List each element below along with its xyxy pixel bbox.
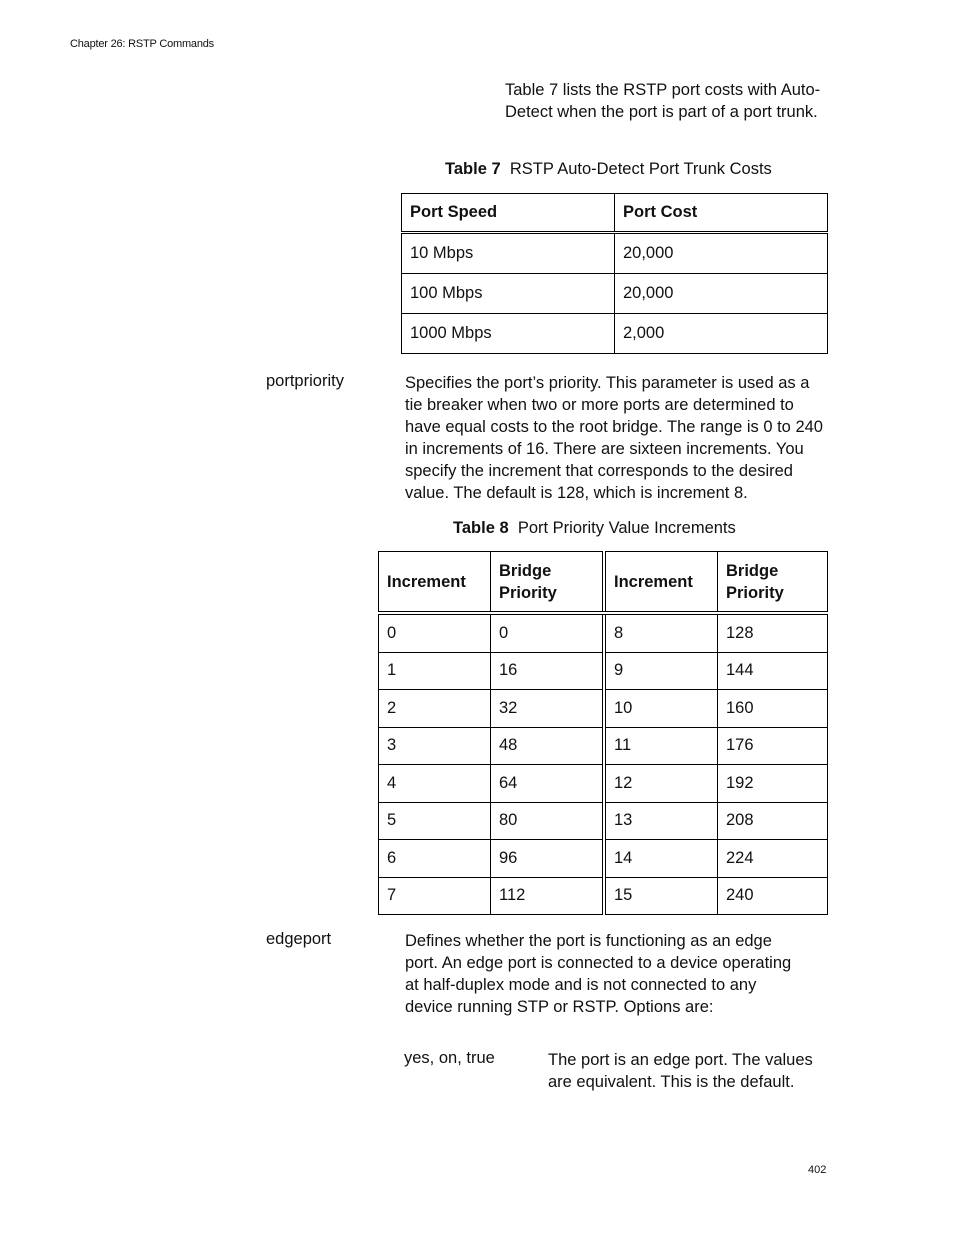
table-row — [379, 727, 828, 765]
table-cell: 3 — [379, 727, 491, 765]
table-cell: 2 — [379, 690, 491, 728]
table-cell: 12 — [604, 765, 718, 803]
table-cell: 0 — [379, 613, 491, 652]
column-header: Bridge Priority — [491, 552, 605, 614]
table-cell: 1 — [379, 652, 491, 690]
table-cell: 32 — [491, 690, 605, 728]
table-cell: 9 — [604, 652, 718, 690]
table-cell: 14 — [604, 840, 718, 878]
table-cell: 48 — [491, 727, 605, 765]
table7-caption-title: RSTP Auto-Detect Port Trunk Costs — [509, 160, 772, 178]
table-cell: 2,000 — [615, 314, 828, 354]
table-cell: 224 — [718, 840, 828, 878]
table-cell: 4 — [379, 765, 491, 803]
table-row — [379, 765, 828, 803]
column-header: Increment — [379, 552, 491, 614]
page-number: 402 — [808, 1164, 827, 1176]
table-row — [379, 652, 828, 690]
column-header: Port Cost — [615, 194, 828, 233]
table-row — [379, 802, 828, 840]
table-row — [379, 877, 828, 915]
table-header-row — [379, 552, 828, 614]
table-row — [379, 613, 828, 652]
table-cell: 64 — [491, 765, 605, 803]
table-cell: 128 — [718, 613, 828, 652]
table7-caption-label: Table 7 — [445, 160, 501, 178]
intro-paragraph: Table 7 lists the RSTP port costs with Auto-Detect when the port is part of a port trunk. — [505, 81, 821, 121]
table-cell: 6 — [379, 840, 491, 878]
param-description-portpriority: Specifies the port’s priority. This parameter is used as a tie breaker when two or more ports are determined to have equal costs to the root bridge. The range is 0 to 240 in increments of 16. There are sixteen increments. You specify the increment that corresponds to the desired value. The default is 128, which is increment 8. — [405, 374, 823, 502]
table-cell: 7 — [379, 877, 491, 915]
table-cell: 11 — [604, 727, 718, 765]
table-cell: 5 — [379, 802, 491, 840]
table-cell: 80 — [491, 802, 605, 840]
column-header: Increment — [604, 552, 718, 614]
chapter-header: Chapter 26: RSTP Commands — [70, 38, 214, 50]
table-cell: 112 — [491, 877, 605, 915]
table-cell: 1000 Mbps — [402, 314, 615, 354]
table-cell: 20,000 — [615, 274, 828, 314]
table-row — [402, 233, 828, 274]
table-cell: 20,000 — [615, 233, 828, 274]
param-description-edgeport: Defines whether the port is functioning as an edge port. An edge port is connected to a device operating at half-duplex mode and is not connected to any device running STP or RSTP. Options are: — [405, 932, 792, 1016]
table-cell: 144 — [718, 652, 828, 690]
port-priority-increments-table — [378, 551, 828, 915]
table-cell: 16 — [491, 652, 605, 690]
port-trunk-costs-table — [401, 193, 828, 354]
table-cell: 13 — [604, 802, 718, 840]
option-description: The port is an edge port. The values are equivalent. This is the default. — [548, 1051, 813, 1091]
table-cell: 208 — [718, 802, 828, 840]
column-header: Port Speed — [402, 194, 615, 233]
table7-caption — [445, 160, 772, 179]
table-row — [402, 274, 828, 314]
table-row — [379, 840, 828, 878]
table-cell: 0 — [491, 613, 605, 652]
table8-caption — [453, 519, 736, 538]
table-cell: 10 Mbps — [402, 233, 615, 274]
table-cell: 240 — [718, 877, 828, 915]
table-row — [402, 314, 828, 354]
table8-caption-title: Port Priority Value Increments — [517, 519, 736, 537]
table-cell: 100 Mbps — [402, 274, 615, 314]
param-name-portpriority: portpriority — [266, 372, 344, 390]
table-cell: 192 — [718, 765, 828, 803]
table-cell: 176 — [718, 727, 828, 765]
param-name-edgeport: edgeport — [266, 930, 332, 948]
table-header-row — [402, 194, 828, 233]
table-row — [379, 690, 828, 728]
table8-caption-label: Table 8 — [453, 519, 509, 537]
table-cell: 96 — [491, 840, 605, 878]
table-cell: 15 — [604, 877, 718, 915]
table-cell: 8 — [604, 613, 718, 652]
option-name: yes, on, true — [404, 1049, 495, 1067]
table-cell: 160 — [718, 690, 828, 728]
column-header: Bridge Priority — [718, 552, 828, 614]
table-cell: 10 — [604, 690, 718, 728]
